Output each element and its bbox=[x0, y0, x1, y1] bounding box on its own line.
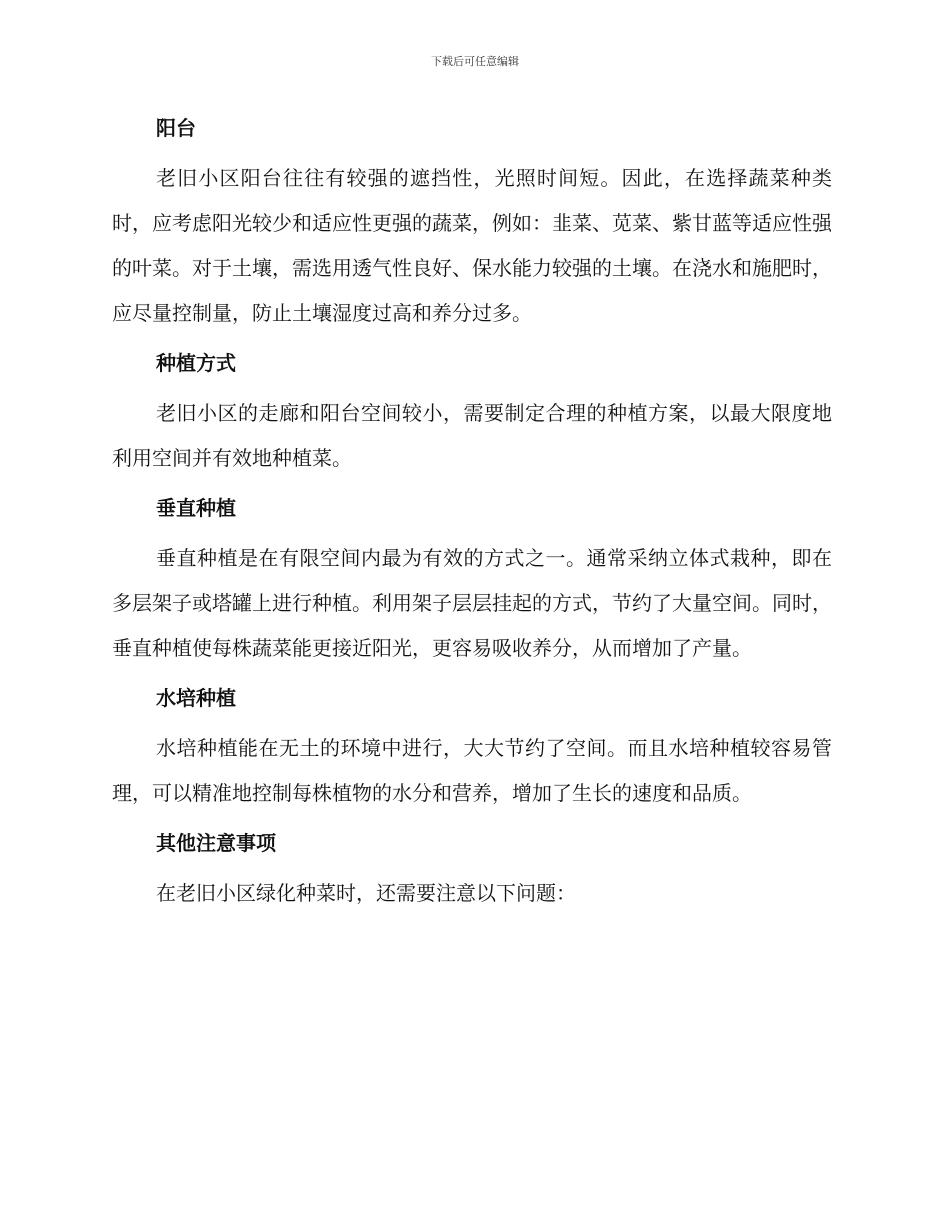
paragraph-planting-methods: 老旧小区的走廊和阳台空间较小，需要制定合理的种植方案，以最大限度地利用空间并有效地种植菜。 bbox=[112, 401, 832, 470]
section-heading-vertical-planting: 垂直种植 bbox=[156, 496, 236, 520]
page-header: 下载后可任意编辑 bbox=[431, 55, 519, 68]
document-body bbox=[112, 106, 832, 921]
paragraph-hydroponics: 水培种植能在无土的环境中进行，大大节约了空间。而且水培种植较容易管理，可以精准地控制每株植物的水分和营养，增加了生长的速度和品质。 bbox=[112, 736, 832, 805]
paragraph-balcony: 老旧小区阳台往往有较强的遮挡性，光照时间短。因此，在选择蔬菜种类时，应考虑阳光较少和适应性更强的蔬菜，例如：韭菜、苋菜、紫甘蓝等适应性强的叶菜。对于土壤，需选用透气性良好、保水能力较强的土壤。在浇水和施肥时，应尽量控制量，防止土壤湿度过高和养分过多。 bbox=[112, 166, 832, 325]
section-heading-balcony: 阳台 bbox=[156, 116, 196, 140]
section-heading-hydroponics: 水培种植 bbox=[156, 686, 236, 710]
section-heading-planting-methods: 种植方式 bbox=[156, 351, 236, 375]
paragraph-vertical-planting: 垂直种植是在有限空间内最为有效的方式之一。通常采纳立体式栽种，即在多层架子或塔罐上进行种植。利用架子层层挂起的方式，节约了大量空间。同时，垂直种植使每株蔬菜能更接近阳光，更容易吸收养分，从而增加了产量。 bbox=[112, 546, 832, 660]
paragraph-other-notes: 在老旧小区绿化种菜时，还需要注意以下问题： bbox=[156, 881, 576, 905]
section-heading-other-notes: 其他注意事项 bbox=[156, 831, 276, 855]
